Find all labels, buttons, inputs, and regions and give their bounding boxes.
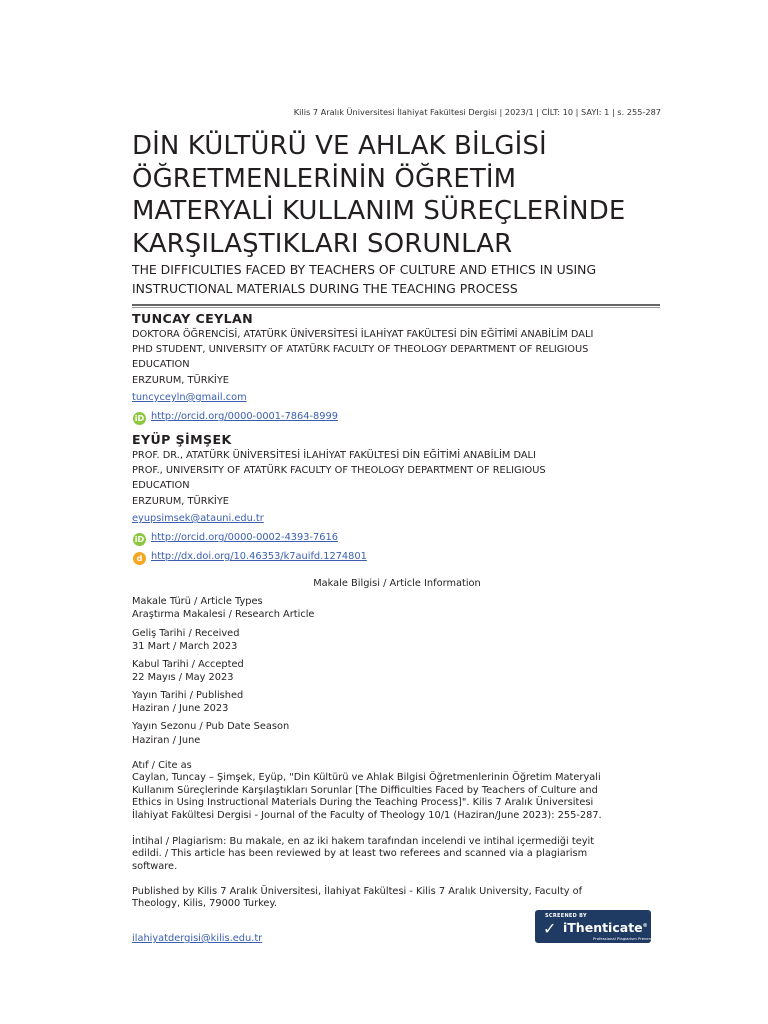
title-divider xyxy=(132,304,660,306)
affiliation-line: EDUCATION xyxy=(132,359,190,371)
author-email-link[interactable]: eyupsimsek@atauni.edu.tr xyxy=(132,513,264,524)
affiliation-line: PROF., UNIVERSITY OF ATATÜRK FACULTY OF THEOLOGY DEPARTMENT OF RELIGIOUS xyxy=(132,465,546,477)
affiliation-line: DOKTORA ÖĞRENCİSİ, ATATÜRK ÜNİVERSİTESİ İLAHİYAT FAKÜLTESİ DİN EĞİTİMİ ANABİLİM DALI xyxy=(132,329,594,340)
citation-line: Kullanım Süreçlerinde Karşılaştıkları Sorunlar [The Difficulties Faced by Teachers of Culture and xyxy=(132,784,598,796)
pub-season-value: Haziran / June xyxy=(132,735,201,746)
badge-brand-text: iThenticate xyxy=(563,920,643,935)
author-email-link[interactable]: tuncyceyln@gmail.com xyxy=(132,392,247,403)
accepted-label: Kabul Tarihi / Accepted xyxy=(132,659,244,670)
ithenticate-badge[interactable] xyxy=(535,910,659,943)
plagiarism-statement xyxy=(132,836,662,873)
received-label: Geliş Tarihi / Received xyxy=(132,628,240,639)
author-affiliation xyxy=(132,448,662,509)
plagiarism-line: İntihal / Plagiarism: Bu makale, en az iki hakem tarafından incelendi ve intihal içermediği teyit xyxy=(132,836,595,847)
title-line: MATERYALİ KULLANIM SÜREÇLERİNDE xyxy=(132,196,626,226)
plagiarism-line: software. xyxy=(132,860,178,872)
title-divider-thin xyxy=(132,307,660,308)
affiliation-line: ERZURUM, TÜRKİYE xyxy=(132,495,229,507)
affiliation-line: EDUCATION xyxy=(132,480,190,492)
article-type-value: Araştırma Makalesi / Research Article xyxy=(132,609,315,620)
article-title-english xyxy=(132,260,662,298)
badge-tagline: Professional Plagiarism Prevention xyxy=(593,936,659,941)
journal-email-link[interactable]: ilahiyatdergisi@kilis.edu.tr xyxy=(132,933,263,944)
citation-line: Ethics in Using Instructional Materials During the Teaching Process]". Kilis 7 Aralık Üniversitesi xyxy=(132,797,594,809)
article-info-heading: Makale Bilgisi / Article Information xyxy=(313,578,481,589)
citation-label: Atıf / Cite as xyxy=(132,760,192,771)
author-name: TUNCAY CEYLAN xyxy=(132,311,254,326)
publisher-statement xyxy=(132,886,662,911)
registered-mark: ® xyxy=(642,922,648,929)
affiliation-line: PROF. DR., ATATÜRK ÜNİVERSİTESİ İLAHİYAT FAKÜLTESİ DİN EĞİTİMİ ANABİLİM DALI xyxy=(132,450,536,461)
doi-link[interactable]: http://dx.doi.org/10.46353/k7auifd.1274801 xyxy=(151,551,367,562)
badge-brand xyxy=(563,920,648,935)
checkmark-icon: ✓ xyxy=(543,919,557,938)
publisher-line: Published by Kilis 7 Aralık Üniversitesi, İlahiyat Fakültesi - Kilis 7 Aralık University, Faculty of xyxy=(132,886,583,897)
orcid-link[interactable]: http://orcid.org/0000-0001-7864-8999 xyxy=(151,411,338,422)
plagiarism-line: edildi. / This article has been reviewed by at least two referees and scanned via a plagiarism xyxy=(132,848,588,860)
pub-season-label: Yayın Sezonu / Pub Date Season xyxy=(132,721,290,732)
badge-screened-text: SCREENED BY xyxy=(545,913,587,919)
citation xyxy=(132,760,662,822)
title-line: KARŞILAŞTIKLARI SORUNLAR xyxy=(132,228,513,259)
subtitle-line: INSTRUCTIONAL MATERIALS DURING THE TEACHING PROCESS xyxy=(132,281,518,296)
doi-icon: d xyxy=(133,552,146,565)
article-type-label: Makale Türü / Article Types xyxy=(132,596,263,607)
author-name: EYÜP ŞİMŞEK xyxy=(132,432,232,447)
author-affiliation xyxy=(132,327,662,388)
orcid-icon: iD xyxy=(134,535,145,544)
affiliation-line: ERZURUM, TÜRKİYE xyxy=(132,374,229,386)
title-line: ÖĞRETMENLERİNİN ÖĞRETİM xyxy=(132,163,517,194)
received-value: 31 Mart / March 2023 xyxy=(132,641,238,652)
title-line: DİN KÜLTÜRÜ VE AHLAK BİLGİSİ xyxy=(132,131,547,161)
orcid-link[interactable]: http://orcid.org/0000-0002-4393-7616 xyxy=(151,532,338,543)
subtitle-line: THE DIFFICULTIES FACED BY TEACHERS OF CULTURE AND ETHICS IN USING xyxy=(132,262,597,277)
orcid-icon: iD xyxy=(134,414,145,423)
article-title-turkish xyxy=(132,130,692,260)
citation-line: İlahiyat Fakültesi Dergisi - Journal of the Faculty of Theology 10/1 (Haziran/June 2023): 255-287. xyxy=(132,809,602,821)
journal-header: Kilis 7 Aralık Üniversitesi İlahiyat Fakültesi Dergisi | 2023/1 | CİLT: 10 | SAYI: 1 | s. 255-287 xyxy=(293,107,661,117)
accepted-value: 22 Mayıs / May 2023 xyxy=(132,672,234,683)
publisher-line: Theology, Kilis, 79000 Turkey. xyxy=(132,898,277,910)
published-value: Haziran / June 2023 xyxy=(132,703,229,714)
published-label: Yayın Tarihi / Published xyxy=(132,690,244,701)
affiliation-line: PHD STUDENT, UNIVERSITY OF ATATÜRK FACULTY OF THEOLOGY DEPARTMENT OF RELIGIOUS xyxy=(132,344,589,356)
citation-line: Caylan, Tuncay – Şimşek, Eyüp, "Din Kültürü ve Ahlak Bilgisi Öğretmenlerinin Öğretim Materyali xyxy=(132,772,601,784)
